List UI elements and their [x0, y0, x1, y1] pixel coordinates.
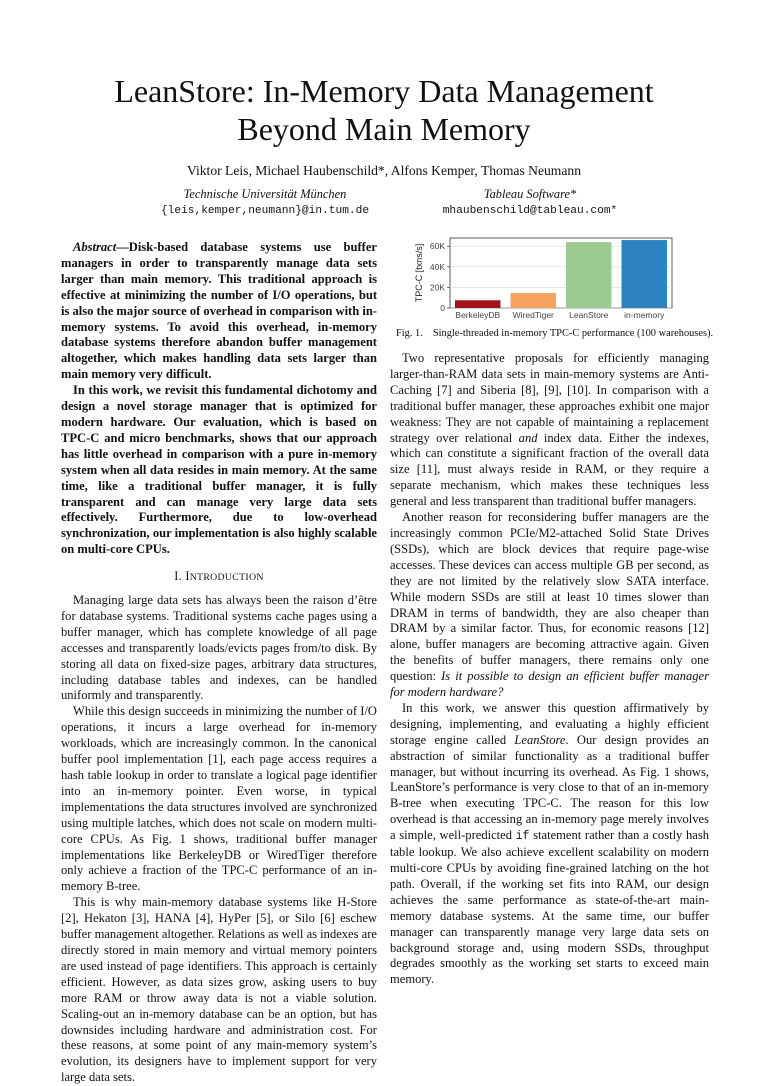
intro-text	[61, 593, 377, 1086]
y-tick-label: 20K	[429, 282, 445, 293]
text-run: In this work, we answer this question affirmatively by designing, implementing, and evaluating a highly efficient storage engine called	[390, 700, 709, 747]
author-list: Viktor Leis, Michael Haubenschild*, Alfons Kemper, Thomas Neumann	[186, 163, 582, 178]
figure-caption-text: Single-threaded in-memory TPC-C performance (100 warehouses).	[432, 328, 714, 339]
affiliation-institution: Tableau Software*	[483, 187, 577, 201]
left-column	[61, 240, 377, 1086]
affiliation-tableau	[405, 187, 655, 217]
code-keyword: if	[515, 830, 530, 844]
affiliation-institution: Technische Universität München	[183, 187, 347, 201]
affiliation-email: {leis,kemper,neumann}@in.tum.de	[160, 205, 370, 217]
paragraph	[390, 510, 709, 701]
section-initial: I	[185, 569, 190, 584]
paper-title	[0, 72, 768, 148]
paragraph: This is why main-memory database systems like H-Store [2], Hekaton [3], HANA [4], HyPer [5], or Silo [6] eschew buffer management altogether. Relations as well as indexes are directly stored in main memory and virtual memory pointers are used instead of page identifiers. This approach is certainly efficient. However, as data sizes grow, asking users to buy more RAM or throw away data is not a viable solution. Scaling-out an in-memory database can be an option, but has downsides including hardware and administration cost. For these reasons, at some point of any main-memory system’s evolution, its designers have to implement support for very large data sets.	[61, 895, 377, 1085]
paragraph	[390, 701, 709, 988]
figure-label: Fig. 1.	[396, 328, 423, 339]
bar-leanstore	[566, 242, 612, 308]
emphasis: Is it possible to design an efficient buffer manager for modern hardware?	[390, 669, 709, 700]
title-line-2: Beyond Main Memory	[237, 111, 531, 147]
abstract-lead: Abstract	[73, 240, 117, 254]
paragraph: While this design succeeds in minimizing the number of I/O operations, it incurs a large overhead for in-memory workloads, which are increasingly common. In the canonical buffer pool implementation [1], each page access requires a hash table lookup in order to translate a logical page identifier into an in-memory pointer. Even worse, in typical implementations the data structures involved are synchronized using multiple latches, which does not scale on modern multi-core CPUs. As Fig. 1 shows, traditional buffer manager implementations like BerkeleyDB or WiredTiger therefore only achieve a fraction of the TPC-C performance of an in-memory B-tree.	[61, 704, 377, 894]
bar-chart	[390, 232, 710, 328]
y-axis-label: TPC-C [txns/s]	[414, 243, 424, 303]
text-run: Another reason for reconsidering buffer managers are the increasingly common PCIe/M2-attached Solid State Drives (SSDs), which are block devices that require page-wise accesses. These devices can access multiple GB per second, as they are not limited by the relatively slow SATA interface. While modern SSDs are still at least 10 times slower than DRAM in terms of bandwidth, they are also cheaper than DRAM by a similar factor. Thus, for economic reasons [12] alone, buffer managers are becoming attractive again. Given the benefits of buffer managers, there remains only one question:	[390, 510, 709, 684]
affiliation-tum	[140, 187, 390, 217]
y-tick-label: 40K	[429, 261, 445, 272]
abstract-paragraph	[61, 240, 377, 383]
text-run: Two representative proposals for efficiently managing larger-than-RAM data sets in main-memory systems are Anti-Caching [7] and Siberia [8], [9], [10]. In comparison with a traditional buffer manager, these approaches exhibit one major weakness: They are not capable of maintaining a replacement strategy over relational	[390, 351, 709, 445]
paragraph	[390, 351, 709, 510]
bar-wiredtiger	[510, 293, 556, 308]
abstract-text: —Disk-based database systems use buffer managers in order to transparently manage data sets larger than main memory. This traditional approach is effective at minimizing the number of I/O operations, but is also the major source of overhead in comparison with in-memory systems. To avoid this overhead, in-memory database systems therefore abandon buffer management altogether, which makes handling data sets larger than main memory very difficult.	[61, 240, 377, 382]
emphasis: and	[518, 430, 538, 445]
abstract	[61, 240, 377, 558]
section-number: I.	[174, 569, 182, 584]
emphasis: LeanStore	[514, 732, 566, 747]
x-tick-label: in-memory	[624, 310, 665, 320]
x-tick-label: BerkeleyDB	[455, 310, 501, 320]
right-column	[390, 351, 709, 988]
bar-berkeleydb	[455, 300, 501, 308]
abstract-paragraph: In this work, we revisit this fundamental dichotomy and design a novel storage manager that is optimized for modern hardware. Our evaluation, which is based on TPC-C and micro benchmarks, shows that our approach has little overhead in comparison with a pure in-memory system when all data resides in main memory. At the same time, like a traditional buffer manager, it is fully transparent and can manage very large data sets effectively. Furthermore, due to low-overhead synchronization, our implementation is also highly scalable on multi-core CPUs.	[61, 383, 377, 557]
text-run: index data. Either the indexes, which can constitute a significant fraction of the overall data size [11], must always reside in RAM, or they require a separate mechanism, which makes these techniques less general and less transparent than traditional buffer managers.	[390, 430, 709, 509]
y-tick-label: 60K	[429, 241, 445, 252]
paragraph: Managing large data sets has always been the raison d’être for database systems. Traditional systems cache pages using a buffer manager, which has complete knowledge of all page accesses and transparently loads/evicts pages from/to disk. By storing all data on fixed-size pages, arbitrary data structures, including database tables and indexes, can be handled uniformly and transparently.	[61, 593, 377, 703]
bar-in-memory	[621, 240, 667, 308]
x-tick-label: WiredTiger	[512, 310, 554, 320]
section-name: NTRODUCTION	[189, 572, 264, 584]
text-run: . Our design provides an abstraction of similar functionality as a traditional buffer manager, but without incurring its overhead. As Fig. 1 shows, LeanStore’s performance is very close to that of an in-memory B-tree when executing TPC-C. The reason for this low overhead is that accessing an in-memory page merely involves a simple, well-predicted	[390, 732, 709, 843]
figure-caption	[396, 328, 714, 339]
y-tick-label: 0	[440, 303, 445, 313]
text-run: statement rather than a costly hash table lookup. We also achieve excellent scalability on modern multi-core CPUs by avoiding fine-grained latching on the hot path. Overall, if the working set fits into RAM, our design achieves the same performance as state-of-the-art main-memory database systems. At the same time, our buffer manager can transparently manage very large data sets on background storage and, using modern SSDs, throughput degrades smoothly as the working set starts to exceed main memory.	[390, 828, 710, 987]
section-heading	[61, 569, 377, 586]
affiliation-email: mhaubenschild@tableau.com*	[442, 205, 618, 217]
x-tick-label: LeanStore	[569, 310, 609, 320]
title-line-1: LeanStore: In-Memory Data Management	[114, 73, 654, 109]
